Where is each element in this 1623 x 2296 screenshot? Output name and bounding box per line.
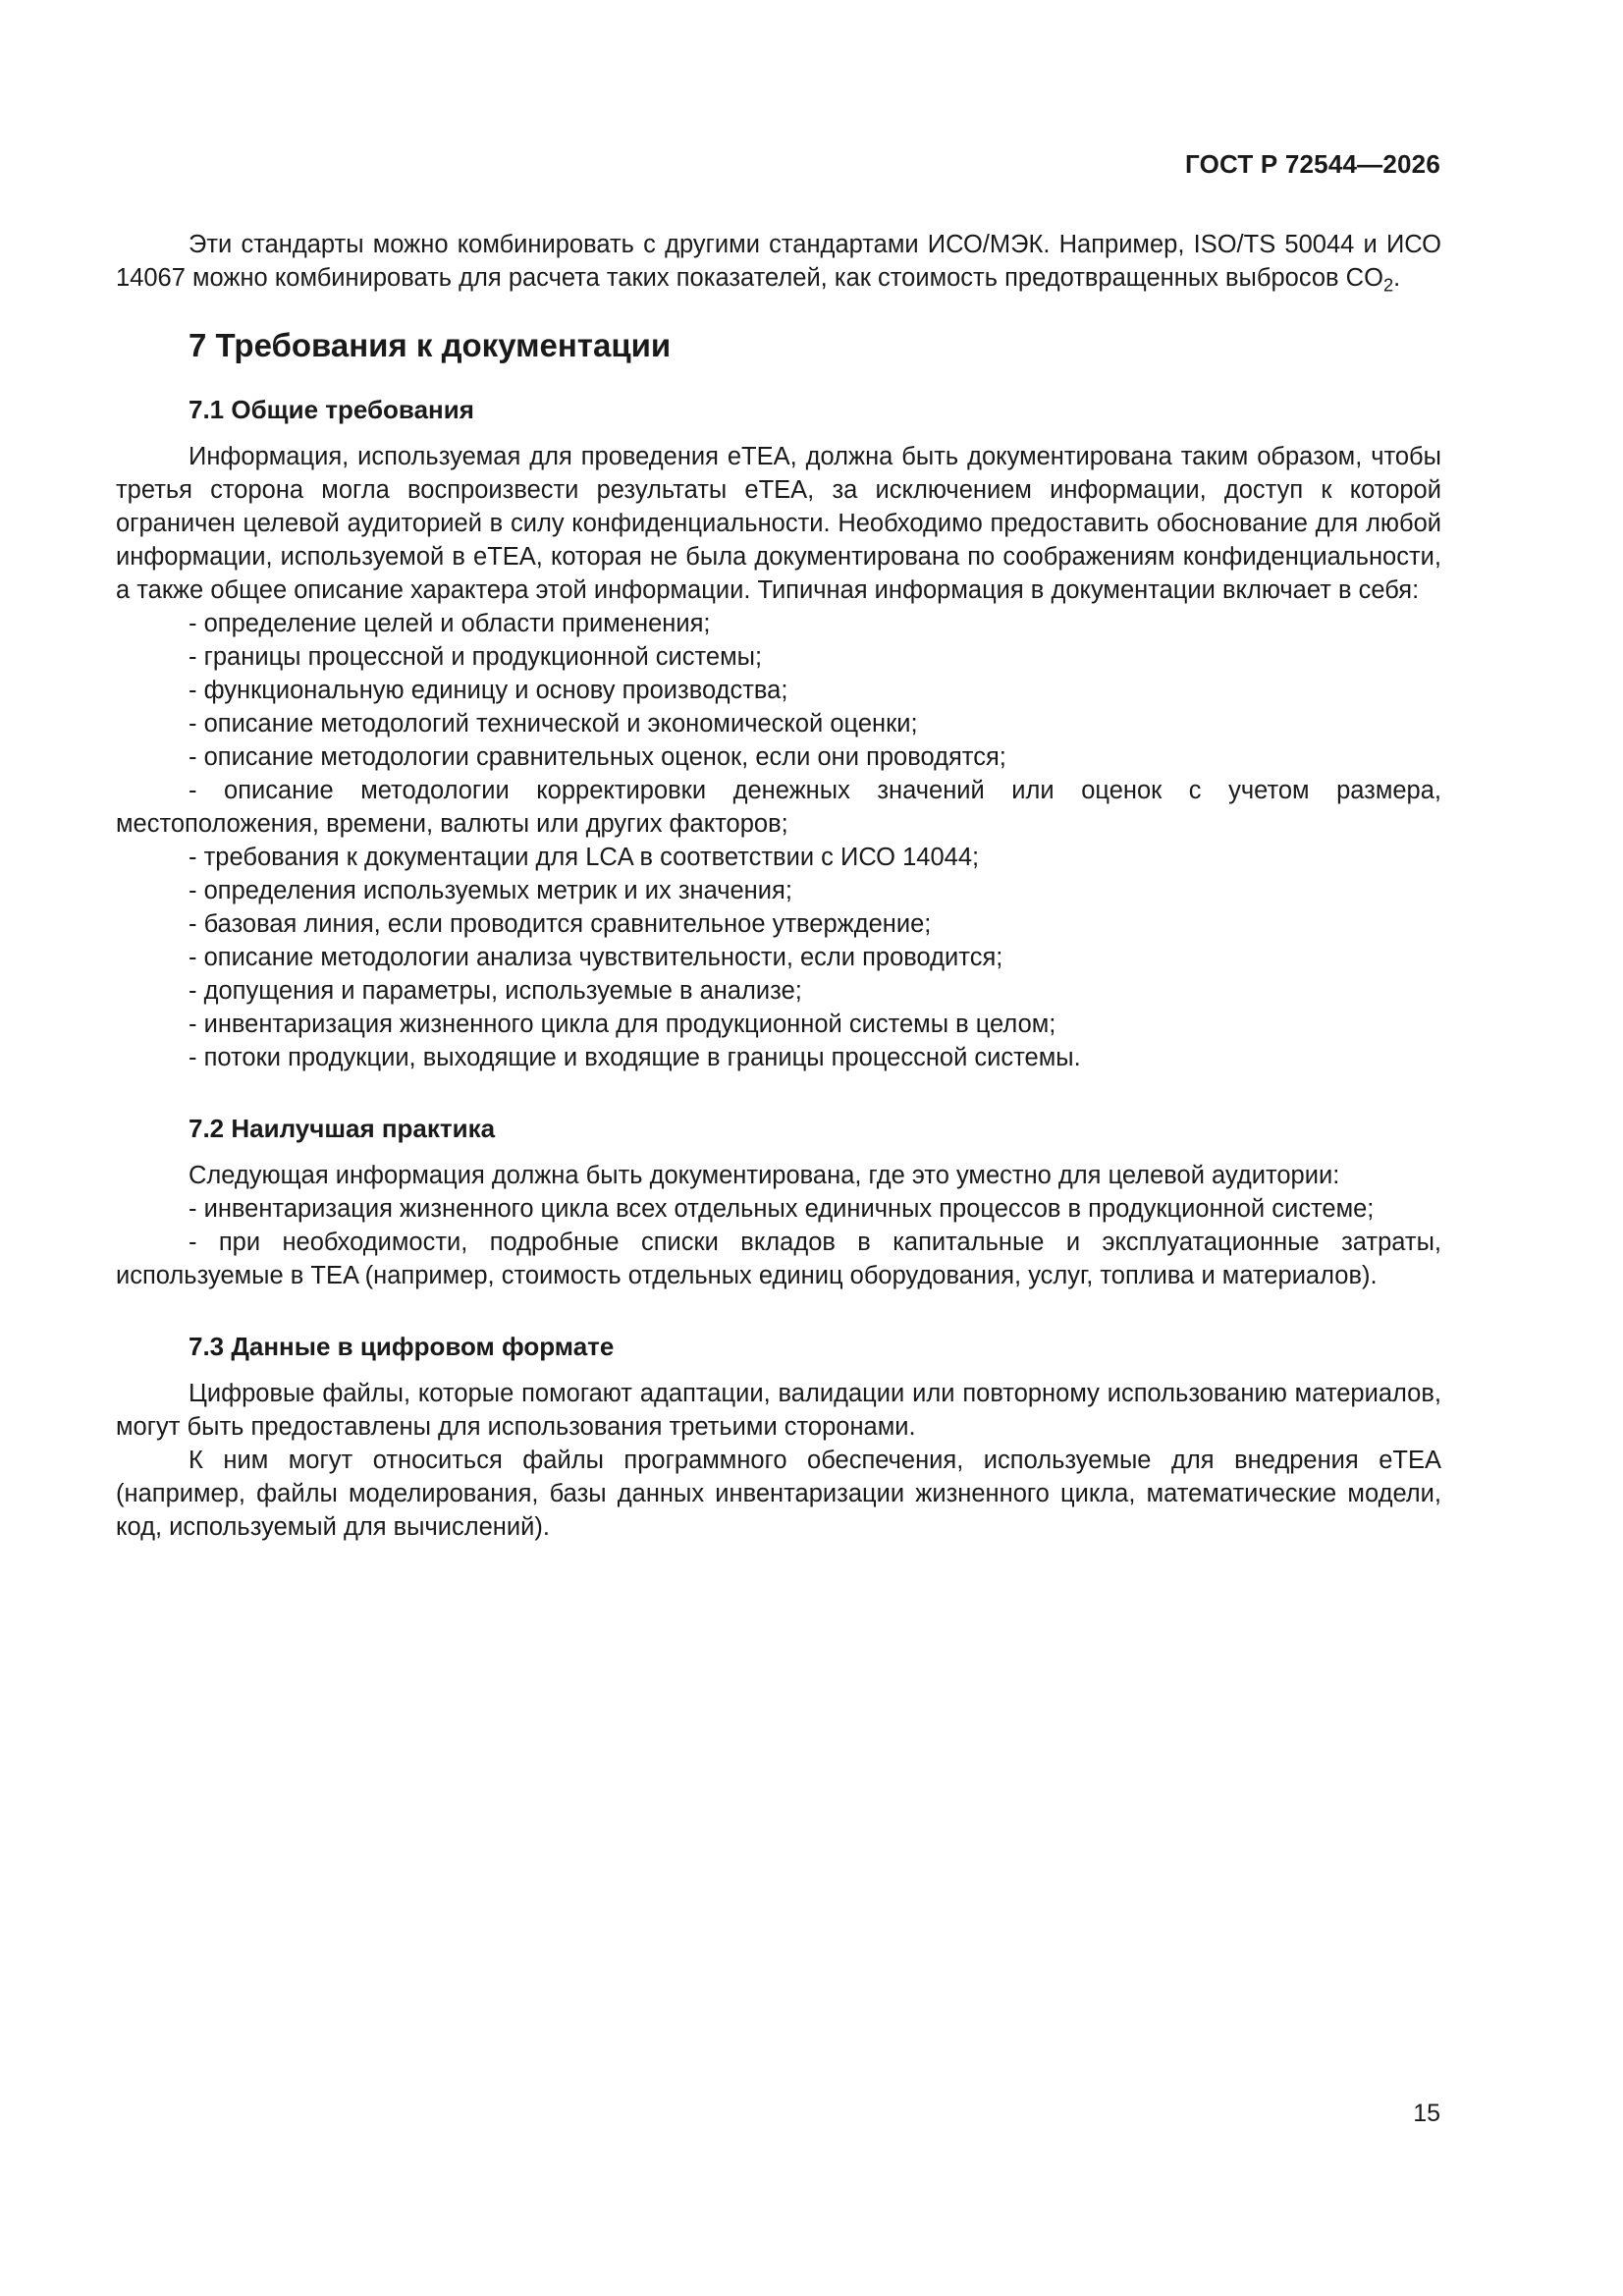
section-7-title: 7 Требования к документации [189,327,672,363]
list-item: - базовая линия, если проводится сравнительное утверждение; [189,910,932,938]
list-item: - инвентаризация жизненного цикла всех отдельных единичных процессов в продукционной системе; [189,1195,1375,1223]
intro-tail: . [1393,264,1401,292]
section-7-2-paragraph: Следующая информация должна быть документирована, где это уместно для целевой аудитории: [189,1162,1340,1189]
list-item: - описание методологии корректировки денежных значений или оценок с учетом размера, местоположения, времени, валюты или других факторов; [116,777,1441,838]
section-7-1-list [116,607,1441,1074]
list-item: - определение целей и области применения; [189,610,711,637]
list-item: - при необходимости, подробные списки вкладов в капитальные и эксплуатационные затраты, используемые в TEA (например, стоимость отдельных единиц оборудования, услуг, топлива и материалов). [116,1229,1441,1289]
section-7-1-paragraph: Информация, используемая для проведения eTEA, должна быть документирована таким образом, чтобы третья сторона могла воспроизвести результаты eTEA, за исключением информации, доступ к которой ограничен целевой аудиторией в силу конфиденциальности. Необходимо предоставить обоснование для любой информации, используемой в eTEA, которая не была документирована по соображениям конфиденциальности, а также общее описание характера этой информации. Типичная информация в документации включает в себя: [116,443,1441,604]
co2-subscript: 2 [1382,274,1394,296]
list-item: - инвентаризация жизненного цикла для продукционной системы в целом; [189,1011,1056,1038]
page-number: 15 [1413,2100,1440,2127]
list-item: - границы процессной и продукционной системы; [189,643,763,671]
list-item: - описание методологии сравнительных оценок, если они проводятся; [189,743,1006,771]
document-id-header: ГОСТ Р 72544—2026 [1185,149,1440,179]
intro-text: Эти стандарты можно комбинировать с другими стандартами ИСО/МЭК. Например, ISO/TS 50044 и ИСО 14067 можно комбинировать для расчета таких показателей, как стоимость предотвращенных выбросов CO [116,231,1441,292]
list-item: - описание методологии анализа чувствительности, если проводится; [189,944,1003,971]
section-7-3-title: 7.3 Данные в цифровом формате [189,1332,615,1361]
list-item: - описание методологий технической и экономической оценки; [189,710,918,738]
section-7-3-paragraph: К ним могут относиться файлы программного обеспечения, используемые для внедрения eTEA (например, файлы моделирования, базы данных инвентаризации жизненного цикла, математические модели, код, используемый для вычислений). [116,1447,1441,1541]
section-7-2-list [116,1192,1441,1292]
list-item: - определения используемых метрик и их значения; [189,877,792,904]
section-7-1-title: 7.1 Общие требования [189,395,474,424]
page-content [116,228,1441,1544]
list-item: - функциональную единицу и основу производства; [189,677,788,704]
list-item: - потоки продукции, выходящие и входящие в границы процессной системы. [189,1044,1081,1071]
intro-paragraph [116,228,1441,295]
section-7-2-title: 7.2 Наилучшая практика [189,1114,496,1143]
section-7-3-paragraph: Цифровые файлы, которые помогают адаптации, валидации или повторному использованию материалов, могут быть предоставлены для использования третьими сторонами. [116,1380,1441,1441]
list-item: - требования к документации для LCA в соответствии с ИСО 14044; [189,844,980,871]
list-item: - допущения и параметры, используемые в анализе; [189,977,802,1005]
